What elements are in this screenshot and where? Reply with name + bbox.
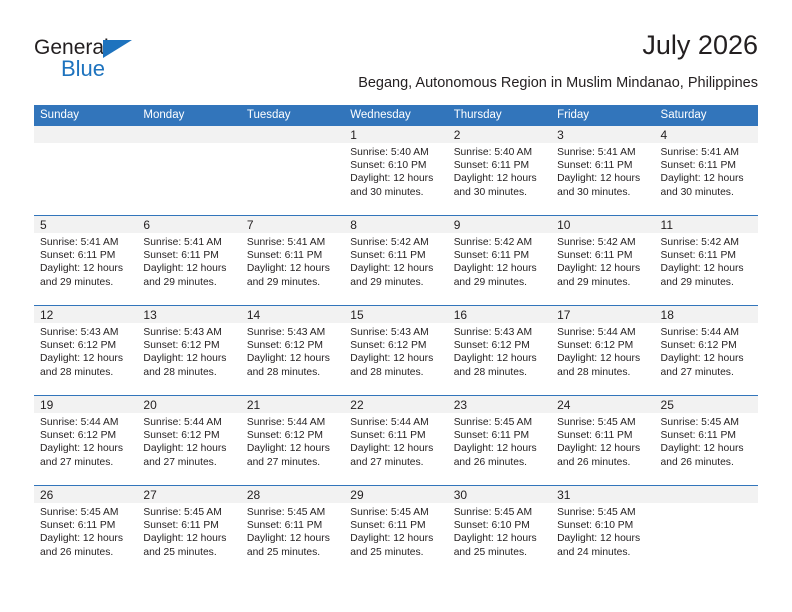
day-number-band xyxy=(137,486,240,503)
daylight-text: Daylight: 12 hours xyxy=(453,173,537,185)
daylight-text: Daylight: 12 hours xyxy=(350,443,434,455)
day-number-band xyxy=(344,306,447,323)
daylight-text: Daylight: 12 hours xyxy=(40,533,123,545)
daylight-text-cont: and 24 minutes. xyxy=(557,546,631,558)
sunset-text: Sunset: 6:12 PM xyxy=(660,340,737,352)
sunrise-text: Sunrise: 5:42 AM xyxy=(557,237,636,248)
weekday-header-row xyxy=(34,105,758,126)
day-details xyxy=(137,143,240,146)
day-details xyxy=(655,323,758,379)
day-details xyxy=(448,323,551,379)
day-number: 26 xyxy=(40,488,54,502)
sunset-text: Sunset: 6:12 PM xyxy=(40,340,117,352)
day-details xyxy=(34,143,137,146)
sunrise-text: Sunrise: 5:40 AM xyxy=(350,147,429,158)
day-details xyxy=(137,323,240,379)
daylight-text-cont: and 30 minutes. xyxy=(660,186,734,198)
weekday-header-wednesday: Wednesday xyxy=(350,109,411,121)
calendar-day-cell[interactable] xyxy=(655,216,758,305)
day-number-band xyxy=(34,486,137,503)
day-number: 5 xyxy=(40,218,47,232)
sunrise-text: Sunrise: 5:43 AM xyxy=(246,327,326,338)
weekday-header-friday: Friday xyxy=(557,109,590,121)
calendar-day-cell[interactable] xyxy=(344,306,447,395)
week-grid xyxy=(34,126,758,215)
day-number-band xyxy=(241,396,344,413)
calendar-day-cell[interactable] xyxy=(344,396,447,485)
day-number: 18 xyxy=(660,308,674,322)
day-number: 27 xyxy=(143,488,157,502)
daylight-text: Daylight: 12 hours xyxy=(40,353,123,365)
calendar-day-cell[interactable] xyxy=(655,306,758,395)
daylight-text-cont: and 29 minutes. xyxy=(350,276,424,288)
day-number: 4 xyxy=(660,128,668,142)
day-number: 1 xyxy=(350,128,357,142)
daylight-text: Daylight: 12 hours xyxy=(246,353,330,365)
sunset-text: Sunset: 6:12 PM xyxy=(143,430,220,442)
calendar-day-cell[interactable] xyxy=(34,306,137,395)
day-details xyxy=(448,503,551,559)
day-number: 29 xyxy=(350,488,364,502)
day-number-band xyxy=(137,216,240,233)
day-details xyxy=(344,233,447,289)
daylight-text-cont: and 25 minutes. xyxy=(350,546,424,558)
calendar-week-row xyxy=(34,485,758,575)
calendar-day-cell[interactable] xyxy=(655,396,758,485)
sunset-text: Sunset: 6:11 PM xyxy=(350,430,426,442)
daylight-text-cont: and 27 minutes. xyxy=(350,456,424,468)
calendar-day-cell-empty xyxy=(137,126,240,215)
sunset-text: Sunset: 6:12 PM xyxy=(557,340,634,352)
day-number-band xyxy=(551,216,654,233)
day-number: 6 xyxy=(143,218,151,232)
daylight-text: Daylight: 12 hours xyxy=(143,353,227,365)
sunset-text: Sunset: 6:12 PM xyxy=(246,340,323,352)
page-header xyxy=(34,28,758,100)
sunset-text: Sunset: 6:11 PM xyxy=(557,250,633,262)
calendar-day-cell[interactable] xyxy=(448,126,551,215)
week-grid xyxy=(34,306,758,395)
day-number-band xyxy=(551,396,654,413)
calendar-day-cell[interactable] xyxy=(344,126,447,215)
day-number: 2 xyxy=(453,128,461,142)
day-number-band xyxy=(344,216,447,233)
day-number-band xyxy=(344,396,447,413)
sunrise-text: Sunrise: 5:44 AM xyxy=(660,327,739,338)
sunrise-text: Sunrise: 5:45 AM xyxy=(453,417,533,428)
daylight-text: Daylight: 12 hours xyxy=(660,173,744,185)
daylight-text-cont: and 29 minutes. xyxy=(40,276,114,288)
calendar-day-cell-empty xyxy=(241,126,344,215)
day-number-band xyxy=(34,216,137,233)
daylight-text: Daylight: 12 hours xyxy=(453,263,537,275)
sunrise-text: Sunrise: 5:41 AM xyxy=(40,237,119,248)
sunrise-text: Sunrise: 5:41 AM xyxy=(557,147,636,158)
calendar-day-cell[interactable] xyxy=(344,486,447,575)
calendar-day-cell[interactable] xyxy=(551,306,654,395)
sunset-text: Sunset: 6:11 PM xyxy=(246,520,323,532)
calendar-day-cell[interactable] xyxy=(241,486,344,575)
daylight-text: Daylight: 12 hours xyxy=(246,263,330,275)
day-details xyxy=(448,143,551,199)
day-number: 3 xyxy=(557,128,564,142)
sunrise-text: Sunrise: 5:44 AM xyxy=(350,417,429,428)
daylight-text-cont: and 28 minutes. xyxy=(453,366,527,378)
calendar-day-cell[interactable] xyxy=(448,486,551,575)
day-details xyxy=(34,233,137,289)
sunset-text: Sunset: 6:11 PM xyxy=(246,250,323,262)
day-details xyxy=(137,503,240,559)
logo-triangle-icon xyxy=(103,40,132,58)
day-details xyxy=(655,233,758,289)
sunset-text: Sunset: 6:11 PM xyxy=(143,520,219,532)
day-number: 9 xyxy=(453,218,461,232)
day-details xyxy=(241,503,344,559)
day-number-band xyxy=(137,306,240,323)
sunset-text: Sunset: 6:11 PM xyxy=(350,520,426,532)
weekday-header-thursday: Thursday xyxy=(453,109,502,121)
daylight-text-cont: and 28 minutes. xyxy=(350,366,424,378)
daylight-text-cont: and 26 minutes. xyxy=(557,456,631,468)
daylight-text-cont: and 29 minutes. xyxy=(557,276,631,288)
day-number: 12 xyxy=(40,308,54,322)
calendar-day-cell[interactable] xyxy=(448,306,551,395)
sunrise-text: Sunrise: 5:40 AM xyxy=(453,147,533,158)
daylight-text: Daylight: 12 hours xyxy=(453,443,537,455)
day-details xyxy=(241,413,344,469)
day-number: 23 xyxy=(453,398,468,412)
calendar-day-cell[interactable] xyxy=(241,306,344,395)
daylight-text: Daylight: 12 hours xyxy=(557,263,641,275)
day-details xyxy=(551,233,654,289)
weekday-header-tuesday: Tuesday xyxy=(246,109,291,121)
week-grid xyxy=(34,396,758,485)
sunrise-text: Sunrise: 5:45 AM xyxy=(246,507,326,518)
day-details xyxy=(241,233,344,289)
sunset-text: Sunset: 6:12 PM xyxy=(40,430,117,442)
sunrise-text: Sunrise: 5:45 AM xyxy=(350,507,429,518)
calendar-grid xyxy=(34,105,758,575)
daylight-text: Daylight: 12 hours xyxy=(350,173,434,185)
daylight-text: Daylight: 12 hours xyxy=(40,263,123,275)
day-number-band xyxy=(34,306,137,323)
day-details xyxy=(137,413,240,469)
daylight-text-cont: and 29 minutes. xyxy=(453,276,527,288)
calendar-day-cell[interactable] xyxy=(241,216,344,305)
day-number: 10 xyxy=(557,218,571,232)
calendar-day-cell[interactable] xyxy=(137,306,240,395)
sunrise-text: Sunrise: 5:45 AM xyxy=(453,507,533,518)
sunrise-text: Sunrise: 5:44 AM xyxy=(246,417,326,428)
day-number: 16 xyxy=(453,308,468,322)
sunset-text: Sunset: 6:12 PM xyxy=(246,430,323,442)
daylight-text-cont: and 26 minutes. xyxy=(453,456,527,468)
day-number-band xyxy=(655,306,758,323)
day-number: 24 xyxy=(557,398,571,412)
sunrise-text: Sunrise: 5:44 AM xyxy=(557,327,636,338)
daylight-text: Daylight: 12 hours xyxy=(557,353,641,365)
day-details xyxy=(448,233,551,289)
day-details xyxy=(551,143,654,199)
sunset-text: Sunset: 6:11 PM xyxy=(557,430,633,442)
sunset-text: Sunset: 6:11 PM xyxy=(40,250,116,262)
day-number-band xyxy=(344,486,447,503)
calendar-day-cell[interactable] xyxy=(448,216,551,305)
day-number: 15 xyxy=(350,308,364,322)
calendar-day-cell[interactable] xyxy=(137,216,240,305)
calendar-week-row xyxy=(34,395,758,485)
daylight-text-cont: and 26 minutes. xyxy=(660,456,734,468)
sunset-text: Sunset: 6:11 PM xyxy=(453,160,530,172)
calendar-week-row xyxy=(34,126,758,215)
sunset-text: Sunset: 6:11 PM xyxy=(40,520,116,532)
sunrise-text: Sunrise: 5:41 AM xyxy=(143,237,222,248)
sunrise-text: Sunrise: 5:43 AM xyxy=(350,327,429,338)
daylight-text: Daylight: 12 hours xyxy=(143,443,227,455)
calendar-day-cell-empty xyxy=(34,126,137,215)
sunset-text: Sunset: 6:11 PM xyxy=(660,250,736,262)
day-number: 17 xyxy=(557,308,571,322)
daylight-text: Daylight: 12 hours xyxy=(246,443,330,455)
daylight-text: Daylight: 12 hours xyxy=(350,263,434,275)
daylight-text: Daylight: 12 hours xyxy=(660,263,744,275)
day-number-band xyxy=(448,396,551,413)
daylight-text-cont: and 25 minutes. xyxy=(143,546,217,558)
page-title: July 2026 xyxy=(642,30,758,60)
sunrise-text: Sunrise: 5:45 AM xyxy=(660,417,739,428)
day-number: 30 xyxy=(453,488,468,502)
daylight-text: Daylight: 12 hours xyxy=(557,443,641,455)
day-number-band xyxy=(448,306,551,323)
day-details xyxy=(655,503,758,506)
daylight-text-cont: and 29 minutes. xyxy=(246,276,321,288)
calendar-weeks xyxy=(34,126,758,575)
sunrise-text: Sunrise: 5:42 AM xyxy=(453,237,533,248)
day-number-band xyxy=(551,126,654,143)
day-number: 14 xyxy=(246,308,261,322)
day-number: 8 xyxy=(350,218,357,232)
calendar-day-cell[interactable] xyxy=(551,486,654,575)
calendar-day-cell[interactable] xyxy=(34,486,137,575)
day-details xyxy=(137,233,240,289)
day-number-band xyxy=(655,126,758,143)
sunrise-text: Sunrise: 5:42 AM xyxy=(350,237,429,248)
daylight-text-cont: and 28 minutes. xyxy=(246,366,321,378)
day-number-band xyxy=(241,486,344,503)
daylight-text-cont: and 30 minutes. xyxy=(557,186,631,198)
sunset-text: Sunset: 6:11 PM xyxy=(660,160,736,172)
daylight-text-cont: and 27 minutes. xyxy=(40,456,114,468)
daylight-text-cont: and 25 minutes. xyxy=(246,546,321,558)
sunrise-text: Sunrise: 5:45 AM xyxy=(40,507,119,518)
sunset-text: Sunset: 6:11 PM xyxy=(557,160,633,172)
day-number-band xyxy=(241,126,344,143)
day-number-band xyxy=(241,216,344,233)
sunrise-text: Sunrise: 5:41 AM xyxy=(660,147,739,158)
day-number: 7 xyxy=(246,218,254,232)
daylight-text-cont: and 25 minutes. xyxy=(453,546,527,558)
day-details xyxy=(344,503,447,559)
week-grid xyxy=(34,486,758,575)
daylight-text: Daylight: 12 hours xyxy=(143,533,227,545)
daylight-text: Daylight: 12 hours xyxy=(453,533,537,545)
day-number-band xyxy=(448,486,551,503)
sunrise-text: Sunrise: 5:42 AM xyxy=(660,237,739,248)
calendar-day-cell[interactable] xyxy=(137,486,240,575)
calendar-day-cell[interactable] xyxy=(34,216,137,305)
day-number-band xyxy=(344,126,447,143)
day-number: 25 xyxy=(660,398,674,412)
calendar-day-cell[interactable] xyxy=(241,396,344,485)
daylight-text-cont: and 28 minutes. xyxy=(40,366,114,378)
day-number-band xyxy=(137,396,240,413)
day-number: 11 xyxy=(660,218,673,232)
daylight-text-cont: and 30 minutes. xyxy=(350,186,424,198)
day-number-band xyxy=(34,126,137,143)
day-details xyxy=(448,413,551,469)
daylight-text: Daylight: 12 hours xyxy=(143,263,227,275)
day-number: 13 xyxy=(143,308,157,322)
daylight-text-cont: and 29 minutes. xyxy=(660,276,734,288)
day-number: 22 xyxy=(350,398,364,412)
day-details xyxy=(344,323,447,379)
day-details xyxy=(241,143,344,146)
daylight-text: Daylight: 12 hours xyxy=(350,533,434,545)
weekday-header-monday: Monday xyxy=(143,109,185,121)
calendar-week-row xyxy=(34,305,758,395)
day-number-band xyxy=(241,306,344,323)
day-number-band xyxy=(551,486,654,503)
day-details xyxy=(655,413,758,469)
day-details xyxy=(344,413,447,469)
day-details xyxy=(551,323,654,379)
daylight-text-cont: and 26 minutes. xyxy=(40,546,114,558)
daylight-text-cont: and 27 minutes. xyxy=(246,456,321,468)
sunset-text: Sunset: 6:10 PM xyxy=(453,520,530,532)
day-number: 28 xyxy=(246,488,261,502)
calendar-week-row xyxy=(34,215,758,305)
logo-text-general: General xyxy=(34,36,109,59)
day-number: 19 xyxy=(40,398,54,412)
day-details xyxy=(34,323,137,379)
week-grid xyxy=(34,216,758,305)
sunrise-text: Sunrise: 5:44 AM xyxy=(143,417,222,428)
sunset-text: Sunset: 6:11 PM xyxy=(350,250,426,262)
day-details xyxy=(551,413,654,469)
sunset-text: Sunset: 6:12 PM xyxy=(350,340,427,352)
sunset-text: Sunset: 6:11 PM xyxy=(453,250,530,262)
logo-text-blue: Blue xyxy=(61,56,106,81)
day-number-band xyxy=(655,486,758,503)
sunrise-text: Sunrise: 5:44 AM xyxy=(40,417,119,428)
daylight-text: Daylight: 12 hours xyxy=(557,533,641,545)
sunrise-text: Sunrise: 5:45 AM xyxy=(557,417,636,428)
daylight-text: Daylight: 12 hours xyxy=(453,353,537,365)
sunrise-text: Sunrise: 5:45 AM xyxy=(557,507,636,518)
calendar-day-cell[interactable] xyxy=(137,396,240,485)
sunrise-text: Sunrise: 5:43 AM xyxy=(143,327,222,338)
sunrise-text: Sunrise: 5:41 AM xyxy=(246,237,326,248)
sunset-text: Sunset: 6:10 PM xyxy=(557,520,634,532)
daylight-text: Daylight: 12 hours xyxy=(557,173,641,185)
day-details xyxy=(551,503,654,559)
sunset-text: Sunset: 6:11 PM xyxy=(660,430,736,442)
daylight-text-cont: and 30 minutes. xyxy=(453,186,527,198)
daylight-text-cont: and 27 minutes. xyxy=(660,366,734,378)
day-number: 31 xyxy=(557,488,571,502)
sunrise-text: Sunrise: 5:45 AM xyxy=(143,507,222,518)
daylight-text-cont: and 29 minutes. xyxy=(143,276,217,288)
day-details xyxy=(344,143,447,199)
daylight-text: Daylight: 12 hours xyxy=(660,353,744,365)
day-details xyxy=(34,413,137,469)
calendar-day-cell[interactable] xyxy=(551,216,654,305)
sunset-text: Sunset: 6:11 PM xyxy=(453,430,530,442)
calendar-day-cell[interactable] xyxy=(344,216,447,305)
sunset-text: Sunset: 6:11 PM xyxy=(143,250,219,262)
day-number-band xyxy=(34,396,137,413)
sunrise-text: Sunrise: 5:43 AM xyxy=(40,327,119,338)
sunset-text: Sunset: 6:12 PM xyxy=(453,340,530,352)
daylight-text: Daylight: 12 hours xyxy=(660,443,744,455)
day-number-band xyxy=(448,216,551,233)
calendar-day-cell[interactable] xyxy=(34,396,137,485)
calendar-day-cell[interactable] xyxy=(551,396,654,485)
daylight-text-cont: and 28 minutes. xyxy=(143,366,217,378)
day-number-band xyxy=(655,396,758,413)
day-details xyxy=(241,323,344,379)
day-number-band xyxy=(137,126,240,143)
daylight-text: Daylight: 12 hours xyxy=(350,353,434,365)
weekday-header-saturday: Saturday xyxy=(660,109,707,121)
calendar-day-cell-empty xyxy=(655,486,758,575)
daylight-text-cont: and 28 minutes. xyxy=(557,366,631,378)
day-number: 21 xyxy=(246,398,261,412)
sunset-text: Sunset: 6:10 PM xyxy=(350,160,427,172)
daylight-text-cont: and 27 minutes. xyxy=(143,456,217,468)
calendar-day-cell[interactable] xyxy=(655,126,758,215)
day-number: 20 xyxy=(143,398,157,412)
day-number-band xyxy=(551,306,654,323)
day-details xyxy=(34,503,137,559)
day-number-band xyxy=(448,126,551,143)
day-number-band xyxy=(655,216,758,233)
general-blue-logo[interactable] xyxy=(34,36,174,84)
location-subtitle: Begang, Autonomous Region in Muslim Mindanao, Philippines xyxy=(358,75,758,91)
daylight-text: Daylight: 12 hours xyxy=(40,443,123,455)
calendar-day-cell[interactable] xyxy=(448,396,551,485)
daylight-text: Daylight: 12 hours xyxy=(246,533,330,545)
calendar-day-cell[interactable] xyxy=(551,126,654,215)
weekday-header-sunday: Sunday xyxy=(40,109,80,121)
sunset-text: Sunset: 6:12 PM xyxy=(143,340,220,352)
day-details xyxy=(655,143,758,199)
sunrise-text: Sunrise: 5:43 AM xyxy=(453,327,533,338)
